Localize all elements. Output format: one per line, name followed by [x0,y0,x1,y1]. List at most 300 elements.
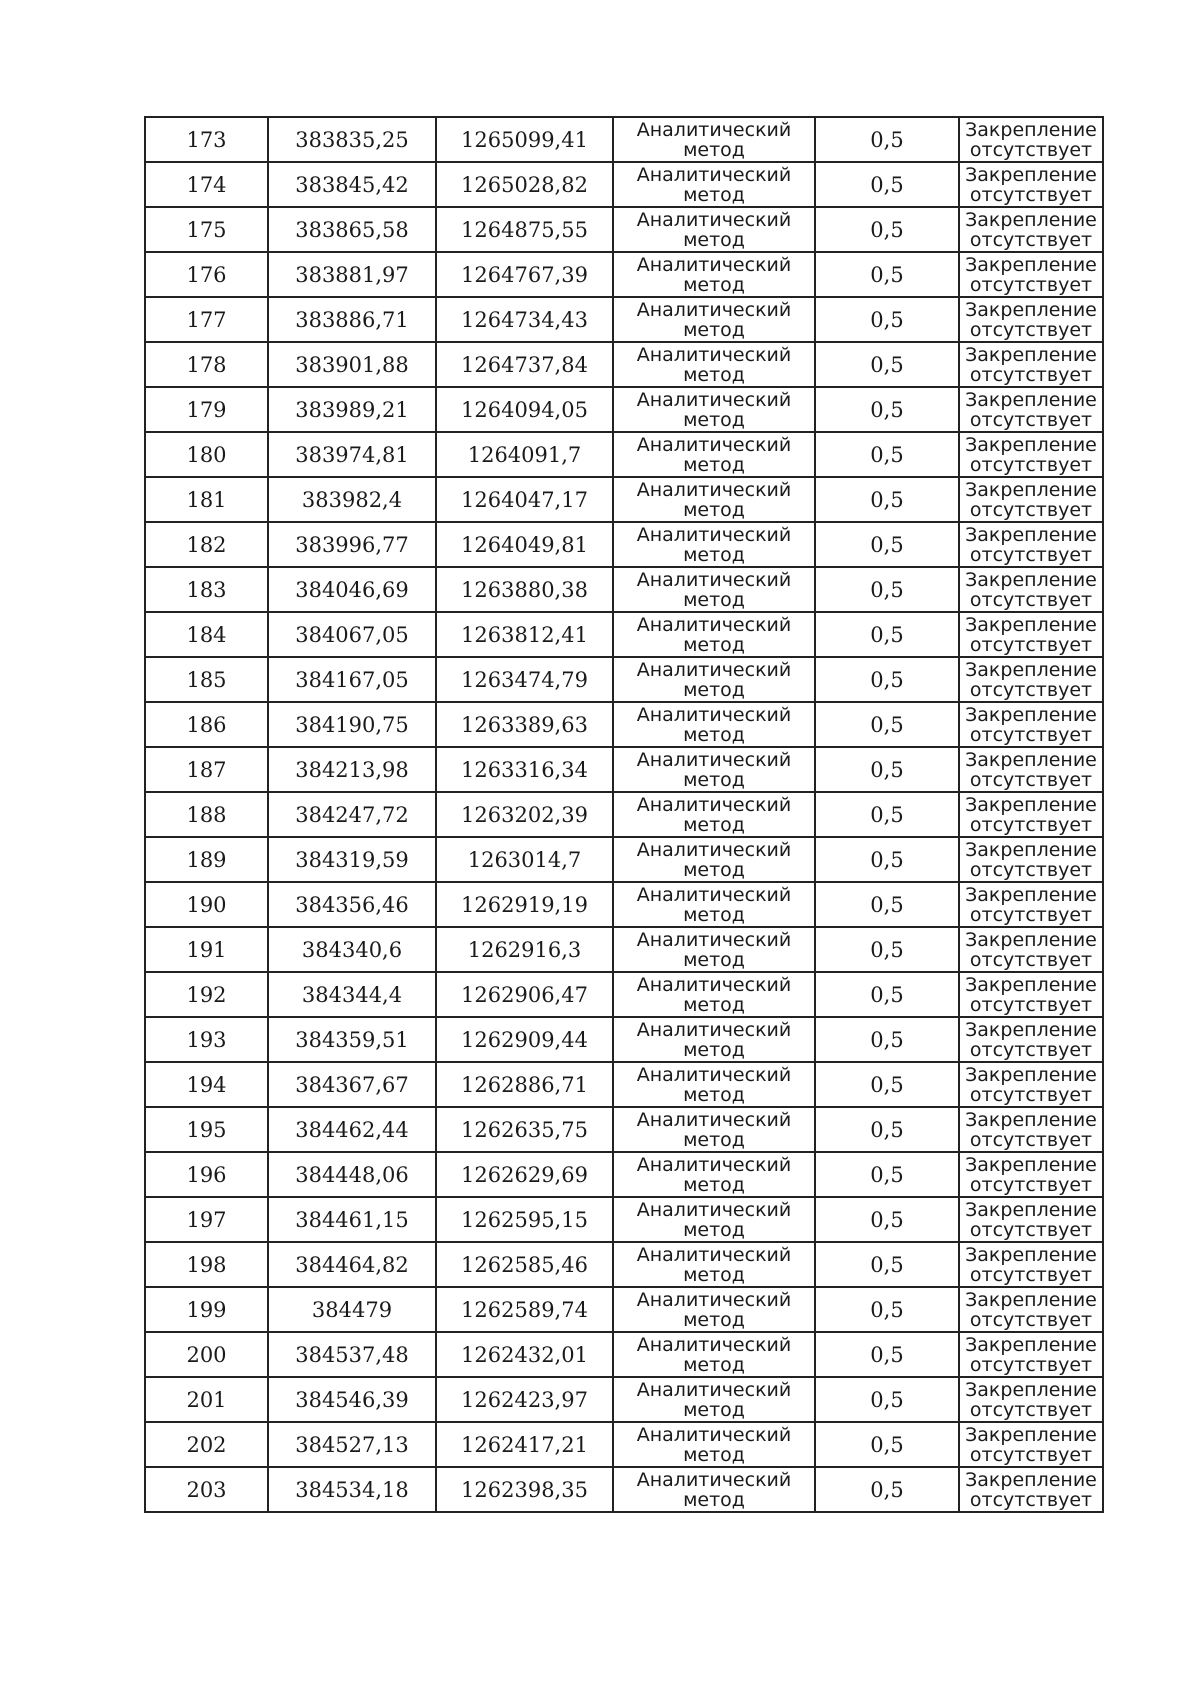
accuracy-cell: 0,5 [815,1197,959,1242]
fixation-cell [959,747,1103,792]
accuracy-cell: 0,5 [815,252,959,297]
method-cell [613,1107,815,1152]
x-coordinate-cell: 384356,46 [268,882,436,927]
table-row [145,1152,1103,1197]
point-number-cell: 175 [145,207,268,252]
point-number-cell: 181 [145,477,268,522]
point-number-cell: 190 [145,882,268,927]
method-line-2: метод [683,813,745,836]
method-line-1: Аналитический [636,1108,792,1131]
fixation-line-1: Закрепление [965,568,1097,591]
point-number-cell: 197 [145,1197,268,1242]
y-coordinate-cell: 1263316,34 [436,747,613,792]
x-coordinate-cell: 384340,6 [268,927,436,972]
method-line-2: метод [683,1353,745,1376]
fixation-cell [959,792,1103,837]
table-row [145,747,1103,792]
y-coordinate-cell: 1263389,63 [436,702,613,747]
coordinates-table [144,116,1104,1513]
fixation-cell [959,1152,1103,1197]
method-line-2: метод [683,1218,745,1241]
fixation-line-2: отсутствует [969,363,1093,386]
table-row [145,1287,1103,1332]
fixation-cell [959,117,1103,162]
accuracy-cell: 0,5 [815,207,959,252]
point-number-cell: 178 [145,342,268,387]
method-cell [613,882,815,927]
method-cell [613,1332,815,1377]
method-line-2: метод [683,948,745,971]
table-row [145,297,1103,342]
point-number-cell: 199 [145,1287,268,1332]
method-line-2: метод [683,993,745,1016]
table-row [145,702,1103,747]
method-line-2: метод [683,768,745,791]
fixation-cell [959,882,1103,927]
method-line-1: Аналитический [636,1288,792,1311]
fixation-cell [959,657,1103,702]
x-coordinate-cell: 383989,21 [268,387,436,432]
fixation-line-1: Закрепление [965,1468,1097,1491]
accuracy-cell: 0,5 [815,297,959,342]
fixation-line-2: отсутствует [969,1308,1093,1331]
accuracy-cell: 0,5 [815,387,959,432]
fixation-line-2: отсутствует [969,1173,1093,1196]
point-number-cell: 186 [145,702,268,747]
accuracy-cell: 0,5 [815,747,959,792]
table-body [145,117,1103,1512]
method-cell [613,252,815,297]
method-cell [613,837,815,882]
accuracy-cell: 0,5 [815,1062,959,1107]
method-line-2: метод [683,633,745,656]
point-number-cell: 195 [145,1107,268,1152]
table-row [145,792,1103,837]
y-coordinate-cell: 1262906,47 [436,972,613,1017]
accuracy-cell: 0,5 [815,1242,959,1287]
fixation-line-2: отсутствует [969,228,1093,251]
y-coordinate-cell: 1262909,44 [436,1017,613,1062]
fixation-line-2: отсутствует [969,408,1093,431]
table-row [145,972,1103,1017]
method-cell [613,1152,815,1197]
fixation-cell [959,207,1103,252]
fixation-line-2: отсутствует [969,1398,1093,1421]
y-coordinate-cell: 1262432,01 [436,1332,613,1377]
method-cell [613,432,815,477]
x-coordinate-cell: 383881,97 [268,252,436,297]
point-number-cell: 183 [145,567,268,612]
x-coordinate-cell: 384479 [268,1287,436,1332]
point-number-cell: 201 [145,1377,268,1422]
accuracy-cell: 0,5 [815,522,959,567]
fixation-cell [959,162,1103,207]
table-row [145,1197,1103,1242]
method-cell [613,297,815,342]
y-coordinate-cell: 1262595,15 [436,1197,613,1242]
fixation-line-1: Закрепление [965,118,1097,141]
x-coordinate-cell: 383901,88 [268,342,436,387]
point-number-cell: 173 [145,117,268,162]
fixation-cell [959,1242,1103,1287]
method-line-2: метод [683,183,745,206]
y-coordinate-cell: 1263812,41 [436,612,613,657]
x-coordinate-cell: 384319,59 [268,837,436,882]
fixation-cell [959,567,1103,612]
point-number-cell: 179 [145,387,268,432]
table-row [145,252,1103,297]
fixation-line-2: отсутствует [969,1443,1093,1466]
fixation-line-1: Закрепление [965,1333,1097,1356]
fixation-line-2: отсутствует [969,273,1093,296]
fixation-line-1: Закрепление [965,1423,1097,1446]
method-line-1: Аналитический [636,658,792,681]
fixation-cell [959,837,1103,882]
method-line-1: Аналитический [636,1063,792,1086]
y-coordinate-cell: 1264734,43 [436,297,613,342]
fixation-line-2: отсутствует [969,723,1093,746]
point-number-cell: 189 [145,837,268,882]
fixation-cell [959,927,1103,972]
method-cell [613,612,815,657]
method-line-2: метод [683,1038,745,1061]
x-coordinate-cell: 383974,81 [268,432,436,477]
point-number-cell: 192 [145,972,268,1017]
point-number-cell: 187 [145,747,268,792]
method-cell [613,567,815,612]
method-line-2: метод [683,498,745,521]
y-coordinate-cell: 1264875,55 [436,207,613,252]
fixation-line-2: отсутствует [969,1218,1093,1241]
method-line-2: метод [683,1308,745,1331]
x-coordinate-cell: 384461,15 [268,1197,436,1242]
method-cell [613,657,815,702]
accuracy-cell: 0,5 [815,1467,959,1512]
x-coordinate-cell: 384190,75 [268,702,436,747]
method-cell [613,792,815,837]
fixation-line-2: отсутствует [969,498,1093,521]
point-number-cell: 188 [145,792,268,837]
method-line-1: Аналитический [636,928,792,951]
accuracy-cell: 0,5 [815,1287,959,1332]
accuracy-cell: 0,5 [815,432,959,477]
method-cell [613,1377,815,1422]
method-line-1: Аналитический [636,1378,792,1401]
y-coordinate-cell: 1262417,21 [436,1422,613,1467]
fixation-line-1: Закрепление [965,1063,1097,1086]
method-line-2: метод [683,363,745,386]
x-coordinate-cell: 383996,77 [268,522,436,567]
table-row [145,657,1103,702]
point-number-cell: 174 [145,162,268,207]
table-row [145,1377,1103,1422]
fixation-line-2: отсутствует [969,1263,1093,1286]
fixation-cell [959,252,1103,297]
method-line-1: Аналитический [636,793,792,816]
table-row [145,522,1103,567]
method-line-2: метод [683,408,745,431]
y-coordinate-cell: 1262919,19 [436,882,613,927]
point-number-cell: 202 [145,1422,268,1467]
point-number-cell: 200 [145,1332,268,1377]
accuracy-cell: 0,5 [815,162,959,207]
fixation-line-1: Закрепление [965,838,1097,861]
method-line-1: Аналитический [636,1018,792,1041]
method-line-1: Аналитический [636,1423,792,1446]
fixation-line-1: Закрепление [965,523,1097,546]
accuracy-cell: 0,5 [815,117,959,162]
accuracy-cell: 0,5 [815,1107,959,1152]
fixation-line-2: отсутствует [969,453,1093,476]
x-coordinate-cell: 383982,4 [268,477,436,522]
y-coordinate-cell: 1263014,7 [436,837,613,882]
method-line-1: Аналитический [636,973,792,996]
fixation-line-2: отсутствует [969,1128,1093,1151]
method-line-1: Аналитический [636,433,792,456]
method-cell [613,1017,815,1062]
accuracy-cell: 0,5 [815,657,959,702]
y-coordinate-cell: 1262423,97 [436,1377,613,1422]
method-cell [613,972,815,1017]
table-row [145,342,1103,387]
y-coordinate-cell: 1262916,3 [436,927,613,972]
x-coordinate-cell: 383835,25 [268,117,436,162]
fixation-line-2: отсутствует [969,858,1093,881]
method-line-2: метод [683,723,745,746]
fixation-cell [959,477,1103,522]
fixation-line-1: Закрепление [965,793,1097,816]
x-coordinate-cell: 384046,69 [268,567,436,612]
fixation-line-1: Закрепление [965,1243,1097,1266]
method-line-2: метод [683,1398,745,1421]
y-coordinate-cell: 1263474,79 [436,657,613,702]
fixation-line-2: отсутствует [969,813,1093,836]
accuracy-cell: 0,5 [815,567,959,612]
point-number-cell: 176 [145,252,268,297]
y-coordinate-cell: 1262589,74 [436,1287,613,1332]
method-line-2: метод [683,138,745,161]
fixation-line-2: отсутствует [969,588,1093,611]
method-line-1: Аналитический [636,748,792,771]
y-coordinate-cell: 1265099,41 [436,117,613,162]
fixation-cell [959,1017,1103,1062]
method-cell [613,342,815,387]
point-number-cell: 203 [145,1467,268,1512]
method-cell [613,1287,815,1332]
method-cell [613,702,815,747]
fixation-line-1: Закрепление [965,658,1097,681]
method-cell [613,1467,815,1512]
fixation-line-1: Закрепление [965,253,1097,276]
fixation-line-1: Закрепление [965,163,1097,186]
y-coordinate-cell: 1264767,39 [436,252,613,297]
point-number-cell: 194 [145,1062,268,1107]
y-coordinate-cell: 1263202,39 [436,792,613,837]
y-coordinate-cell: 1262886,71 [436,1062,613,1107]
x-coordinate-cell: 384546,39 [268,1377,436,1422]
accuracy-cell: 0,5 [815,1152,959,1197]
y-coordinate-cell: 1264049,81 [436,522,613,567]
point-number-cell: 184 [145,612,268,657]
table-row [145,1467,1103,1512]
fixation-cell [959,1197,1103,1242]
method-line-2: метод [683,858,745,881]
fixation-line-1: Закрепление [965,703,1097,726]
method-line-1: Аналитический [636,1153,792,1176]
table-row [145,207,1103,252]
method-cell [613,1062,815,1107]
x-coordinate-cell: 384344,4 [268,972,436,1017]
method-line-2: метод [683,1263,745,1286]
table-row [145,477,1103,522]
accuracy-cell: 0,5 [815,972,959,1017]
table-row [145,837,1103,882]
x-coordinate-cell: 384067,05 [268,612,436,657]
point-number-cell: 182 [145,522,268,567]
x-coordinate-cell: 384367,67 [268,1062,436,1107]
fixation-line-2: отсутствует [969,183,1093,206]
fixation-cell [959,342,1103,387]
method-line-1: Аналитический [636,388,792,411]
x-coordinate-cell: 384213,98 [268,747,436,792]
method-cell [613,1242,815,1287]
table-row [145,432,1103,477]
fixation-line-2: отсутствует [969,678,1093,701]
fixation-line-1: Закрепление [965,1153,1097,1176]
accuracy-cell: 0,5 [815,342,959,387]
fixation-line-1: Закрепление [965,433,1097,456]
x-coordinate-cell: 383845,42 [268,162,436,207]
fixation-line-1: Закрепление [965,1018,1097,1041]
table-row [145,1242,1103,1287]
method-line-1: Аналитический [636,883,792,906]
method-line-2: метод [683,903,745,926]
method-line-1: Аналитический [636,208,792,231]
y-coordinate-cell: 1264094,05 [436,387,613,432]
table-row [145,387,1103,432]
method-line-2: метод [683,1443,745,1466]
method-line-1: Аналитический [636,523,792,546]
method-line-2: метод [683,1128,745,1151]
y-coordinate-cell: 1262585,46 [436,1242,613,1287]
fixation-line-2: отсутствует [969,903,1093,926]
fixation-line-1: Закрепление [965,388,1097,411]
method-cell [613,1422,815,1467]
point-number-cell: 180 [145,432,268,477]
fixation-line-1: Закрепление [965,928,1097,951]
method-line-1: Аналитический [636,478,792,501]
accuracy-cell: 0,5 [815,702,959,747]
accuracy-cell: 0,5 [815,1017,959,1062]
accuracy-cell: 0,5 [815,927,959,972]
fixation-line-2: отсутствует [969,768,1093,791]
method-line-1: Аналитический [636,1198,792,1221]
y-coordinate-cell: 1262629,69 [436,1152,613,1197]
table-row [145,1017,1103,1062]
fixation-line-2: отсутствует [969,1038,1093,1061]
fixation-cell [959,1287,1103,1332]
x-coordinate-cell: 384167,05 [268,657,436,702]
x-coordinate-cell: 384359,51 [268,1017,436,1062]
method-line-1: Аналитический [636,613,792,636]
fixation-line-2: отсутствует [969,633,1093,656]
method-line-1: Аналитический [636,838,792,861]
x-coordinate-cell: 383886,71 [268,297,436,342]
method-line-2: метод [683,1488,745,1511]
table-row [145,1422,1103,1467]
table-row [145,927,1103,972]
x-coordinate-cell: 384448,06 [268,1152,436,1197]
accuracy-cell: 0,5 [815,837,959,882]
point-number-cell: 191 [145,927,268,972]
fixation-cell [959,297,1103,342]
fixation-line-1: Закрепление [965,208,1097,231]
table-row [145,612,1103,657]
method-line-1: Аналитический [636,1468,792,1491]
accuracy-cell: 0,5 [815,1422,959,1467]
fixation-line-1: Закрепление [965,1378,1097,1401]
accuracy-cell: 0,5 [815,792,959,837]
fixation-cell [959,1107,1103,1152]
table-row [145,1062,1103,1107]
fixation-line-2: отсутствует [969,948,1093,971]
y-coordinate-cell: 1265028,82 [436,162,613,207]
fixation-line-2: отсутствует [969,1083,1093,1106]
x-coordinate-cell: 384247,72 [268,792,436,837]
point-number-cell: 177 [145,297,268,342]
method-cell [613,927,815,972]
fixation-cell [959,612,1103,657]
y-coordinate-cell: 1262635,75 [436,1107,613,1152]
method-line-1: Аналитический [636,568,792,591]
method-cell [613,387,815,432]
fixation-line-1: Закрепление [965,343,1097,366]
x-coordinate-cell: 384537,48 [268,1332,436,1377]
fixation-cell [959,972,1103,1017]
method-line-1: Аналитический [636,163,792,186]
fixation-cell [959,1377,1103,1422]
accuracy-cell: 0,5 [815,1332,959,1377]
fixation-cell [959,1332,1103,1377]
method-line-1: Аналитический [636,1243,792,1266]
fixation-line-2: отсутствует [969,1353,1093,1376]
method-cell [613,477,815,522]
accuracy-cell: 0,5 [815,612,959,657]
method-cell [613,117,815,162]
method-line-2: метод [683,678,745,701]
y-coordinate-cell: 1262398,35 [436,1467,613,1512]
point-number-cell: 198 [145,1242,268,1287]
fixation-line-1: Закрепление [965,973,1097,996]
x-coordinate-cell: 384527,13 [268,1422,436,1467]
fixation-line-2: отсутствует [969,993,1093,1016]
fixation-cell [959,1422,1103,1467]
method-cell [613,162,815,207]
fixation-line-1: Закрепление [965,748,1097,771]
fixation-line-2: отсутствует [969,138,1093,161]
method-line-2: метод [683,1083,745,1106]
fixation-cell [959,387,1103,432]
fixation-line-2: отсутствует [969,543,1093,566]
method-line-2: метод [683,588,745,611]
method-line-2: метод [683,228,745,251]
fixation-line-1: Закрепление [965,478,1097,501]
method-cell [613,522,815,567]
method-line-2: метод [683,453,745,476]
method-line-1: Аналитический [636,703,792,726]
method-line-2: метод [683,318,745,341]
table-row [145,1332,1103,1377]
